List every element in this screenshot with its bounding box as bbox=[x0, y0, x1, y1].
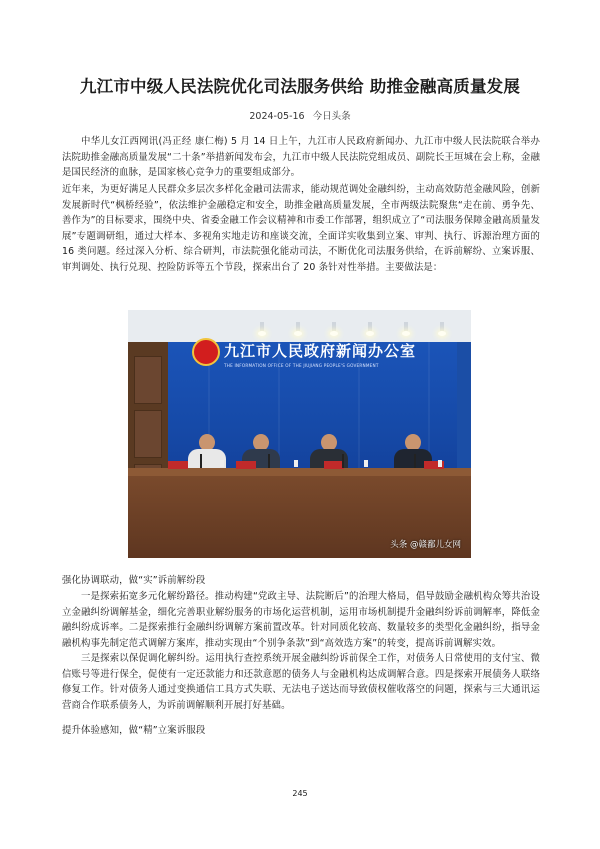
backdrop-subtitle: THE INFORMATION OFFICE OF THE JIUJIANG PEOPLE'S GOVERNMENT bbox=[224, 363, 379, 368]
ceiling-light bbox=[404, 322, 408, 334]
paragraph-background: 近年来，为更好满足人民群众多层次多样化金融司法需求，能动规范调处金融纠纷，主动高效防范金融风险，创新发展新时代“枫桥经验”，依法维护金融稳定和安全，助推金融高质量发展，全市两级法院聚焦“走在前、勇争先、善作为”的目标要求，围绕中央、省委金融工作会议精神和市委工作部署，组织成立了“司法服务保障金融高质量发展”专题调研组，通过大样本、多视角实地走访和座谈交流，全面详实收集到立案、审判、执行、诉源治理方面的 16 类问题。经过深入分析、综合研判，市法院强化能动司法，不断优化司法服务供给，在诉前解纷、立案诉服、审判调处、执行兑现、控险防诉等五个节段，探索出台了 20 条针对性举措。主要做法是： bbox=[62, 184, 540, 273]
ceiling-light bbox=[332, 322, 336, 334]
article-source: 今日头条 bbox=[312, 111, 351, 122]
emblem-icon bbox=[192, 338, 220, 366]
section-heading: 强化协调联动，做“实”诉前解纷段 bbox=[62, 575, 206, 586]
microphone-icon bbox=[414, 454, 416, 468]
paragraph-measures-1: 一是探索拓宽多元化解纷路径。推动构建“党政主导、法院断后”的治理大格局，倡导鼓励金融机构众筹共治设立金融纠纷调解基金，细化完善职业解纷服务的市场化运营机制，运用市场机制提升金融纠纷诉前调解率，降低金融纠纷成诉率。二是探索推行金融纠纷调解方案前置改革。针对同质化较高、数量较多的类型化金融纠纷，指导金融机构事先制定范式调解方案库，推动实现由“个别争条款”到“高效选方案”的转变，提高诉前调解实效。 bbox=[62, 591, 540, 649]
microphone-icon bbox=[200, 454, 202, 468]
backdrop-title: 九江市人民政府新闻办公室 bbox=[224, 342, 417, 360]
nameplate bbox=[324, 461, 344, 469]
page-number: 245 bbox=[292, 789, 308, 798]
ceiling bbox=[128, 310, 471, 342]
article-meta bbox=[0, 110, 600, 124]
photo-watermark: 头条 @赣鄱儿女网 bbox=[390, 540, 461, 550]
article-title: 九江市中级人民法院优化司法服务供给 助推金融高质量发展 bbox=[79, 77, 521, 96]
cup-icon bbox=[220, 460, 224, 467]
paragraph-intro: 中华儿女江西网讯(冯正经 康仁梅) 5 月 14 日上午，九江市人民政府新闻办、九江市中级人民法院联合举办法院助推金融高质量发展“二十条”举措新闻发布会，九江市中级人民法院党组成员、副院长王垣城在会上称，金融是国民经济的血脉，是国家核心竞争力的重要组成部分。 bbox=[62, 136, 540, 178]
nameplate bbox=[168, 461, 188, 469]
section-heading: 提升体验感知，做“精”立案诉服段 bbox=[62, 725, 206, 736]
microphone-icon bbox=[342, 454, 344, 468]
cup-icon bbox=[294, 460, 298, 467]
cup-icon bbox=[364, 460, 368, 467]
paragraph-measures-2: 三是探索以保促调化解纠纷。运用执行查控系统开展金融纠纷诉前保全工作，对债务人日常使用的支付宝、微信账号等进行保全，促使有一定还款能力和还款意愿的债务人与金融机构达成调解合意。四是探索开展债务人联络修复工作。针对债务人通过变换通信工具方式失联、无法电子送达而导致债权催收落空的问题，探索与三大通讯运营商合作联系债务人，为诉前调解顺利开展打好基础。 bbox=[62, 653, 540, 711]
ceiling-light bbox=[440, 322, 444, 334]
ceiling-light bbox=[368, 322, 372, 334]
article-date: 2024-05-16 bbox=[249, 111, 305, 122]
microphone-icon bbox=[268, 454, 270, 468]
nameplate bbox=[236, 461, 256, 469]
ceiling-light bbox=[296, 322, 300, 334]
cup-icon bbox=[438, 460, 442, 467]
press-conference-photo bbox=[128, 310, 471, 558]
ceiling-light bbox=[260, 322, 264, 334]
